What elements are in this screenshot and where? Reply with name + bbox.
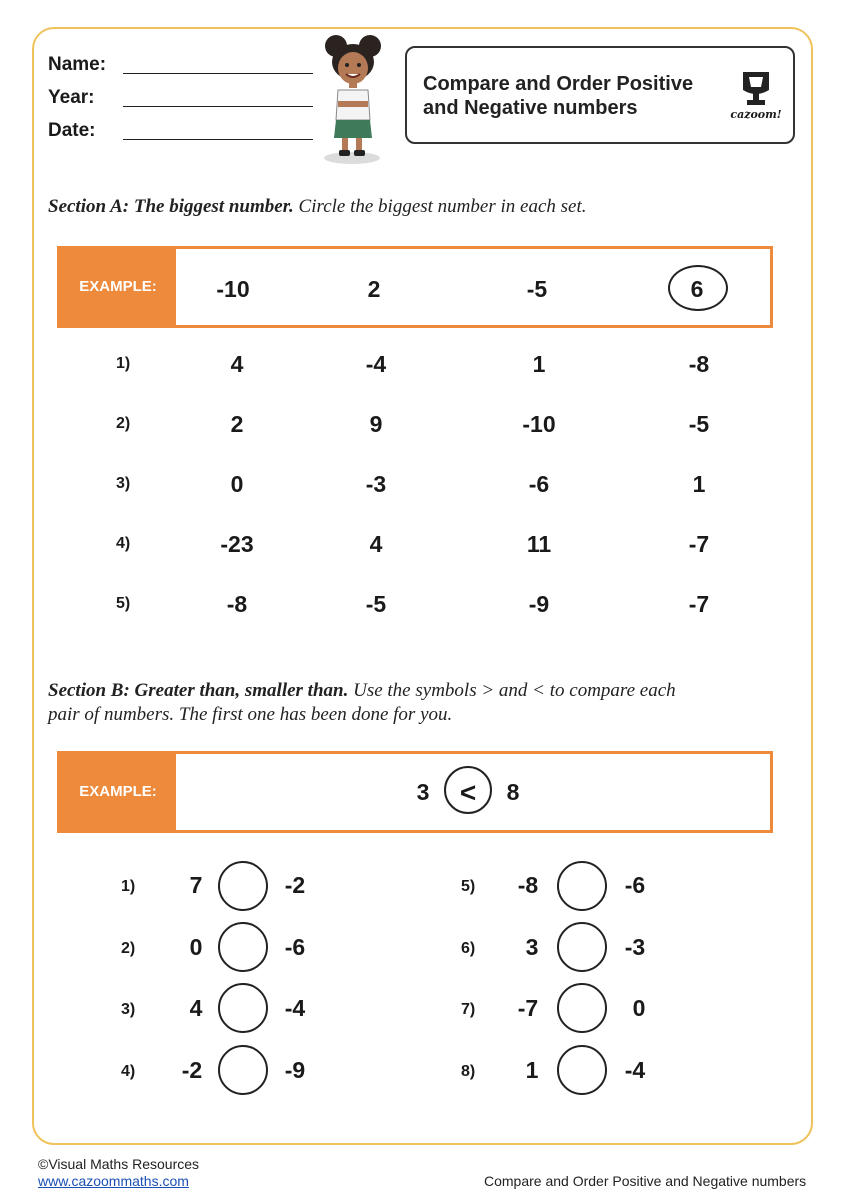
- name-label: Name:: [48, 54, 107, 75]
- year-label: Year:: [48, 87, 95, 108]
- title-box: [405, 46, 795, 144]
- question-value[interactable]: 1: [692, 471, 706, 497]
- section-a-instruction: Circle the biggest number in each set.: [293, 196, 587, 217]
- question-value[interactable]: -6: [528, 471, 550, 497]
- question-value[interactable]: -4: [365, 351, 387, 377]
- question-value[interactable]: -10: [522, 411, 556, 437]
- question-value[interactable]: -9: [528, 591, 550, 617]
- question-label: 5): [116, 595, 131, 612]
- question-value[interactable]: 0: [230, 471, 244, 497]
- right-number: -6: [624, 872, 646, 898]
- example-left-number: 3: [416, 779, 430, 805]
- girl-character-illustration: [318, 34, 408, 166]
- example-value-circled: 6: [690, 276, 704, 302]
- right-number: -4: [624, 1057, 646, 1083]
- left-number: -2: [181, 1057, 203, 1083]
- right-number: -3: [624, 934, 646, 960]
- title-line-1: Compare and Order Positive: [423, 73, 694, 95]
- title-line-2: and Negative numbers: [423, 97, 638, 119]
- question-label: 1): [116, 355, 131, 372]
- question-value[interactable]: 2: [230, 411, 244, 437]
- section-a-title: Section A: The biggest number.: [48, 196, 294, 217]
- question-value[interactable]: -8: [226, 591, 248, 617]
- example-value: -5: [526, 276, 548, 302]
- left-number: -8: [517, 872, 539, 898]
- right-number: -6: [284, 934, 306, 960]
- example-label: EXAMPLE:: [60, 754, 176, 830]
- question-value[interactable]: -7: [688, 531, 710, 557]
- question-value[interactable]: -7: [688, 591, 710, 617]
- question-label: 8): [461, 1063, 476, 1080]
- question-label: 6): [461, 940, 476, 957]
- question-label: 4): [116, 535, 131, 552]
- year-line[interactable]: [123, 106, 313, 107]
- section-b-heading: [48, 679, 676, 727]
- section-a-heading: [48, 195, 586, 219]
- website-link[interactable]: www.cazoommaths.com: [38, 1173, 189, 1189]
- example-right-number: 8: [506, 779, 520, 805]
- example-value: 2: [367, 276, 381, 302]
- logo-text: cazoom!: [730, 108, 782, 121]
- question-label: 3): [121, 1001, 136, 1018]
- question-value[interactable]: -3: [365, 471, 387, 497]
- section-b-instruction-line-2: pair of numbers. The first one has been done for you.: [48, 704, 453, 725]
- right-number: -4: [284, 995, 306, 1021]
- question-label: 3): [116, 475, 131, 492]
- right-number: -2: [284, 872, 306, 898]
- copyright-text: ©Visual Maths Resources: [38, 1156, 200, 1172]
- example-value: -10: [216, 276, 250, 302]
- right-number: -9: [284, 1057, 306, 1083]
- question-value[interactable]: 4: [230, 351, 244, 377]
- right-number: 0: [632, 995, 646, 1021]
- footer-page-title: Compare and Order Positive and Negative numbers: [484, 1173, 807, 1189]
- section-b-title: Section B: Greater than, smaller than.: [48, 680, 349, 701]
- name-line[interactable]: [123, 73, 313, 74]
- left-number: 0: [189, 934, 203, 960]
- question-value[interactable]: 9: [369, 411, 383, 437]
- question-label: 4): [121, 1063, 136, 1080]
- left-number: 7: [189, 872, 203, 898]
- question-value[interactable]: -5: [688, 411, 710, 437]
- left-number: 4: [189, 995, 203, 1021]
- question-value[interactable]: -5: [365, 591, 387, 617]
- date-label: Date:: [48, 120, 96, 141]
- question-value[interactable]: 11: [526, 531, 552, 557]
- question-label: 1): [121, 878, 136, 895]
- question-label: 7): [461, 1001, 476, 1018]
- example-less-than-symbol: <: [459, 777, 477, 808]
- date-line[interactable]: [123, 139, 313, 140]
- question-value[interactable]: -23: [220, 531, 254, 557]
- question-label: 5): [461, 878, 476, 895]
- left-number: -7: [517, 995, 539, 1021]
- question-label: 2): [116, 415, 131, 432]
- question-label: 2): [121, 940, 136, 957]
- section-b-instruction: Use the symbols > and < to compare each: [348, 680, 676, 701]
- worksheet-title: [423, 72, 723, 120]
- trophy-icon: [725, 68, 787, 108]
- question-value[interactable]: 1: [532, 351, 546, 377]
- left-number: 3: [525, 934, 539, 960]
- example-label: EXAMPLE:: [60, 249, 176, 325]
- cazoom-logo: [725, 68, 787, 124]
- left-number: 1: [525, 1057, 539, 1083]
- question-value[interactable]: -8: [688, 351, 710, 377]
- question-value[interactable]: 4: [369, 531, 383, 557]
